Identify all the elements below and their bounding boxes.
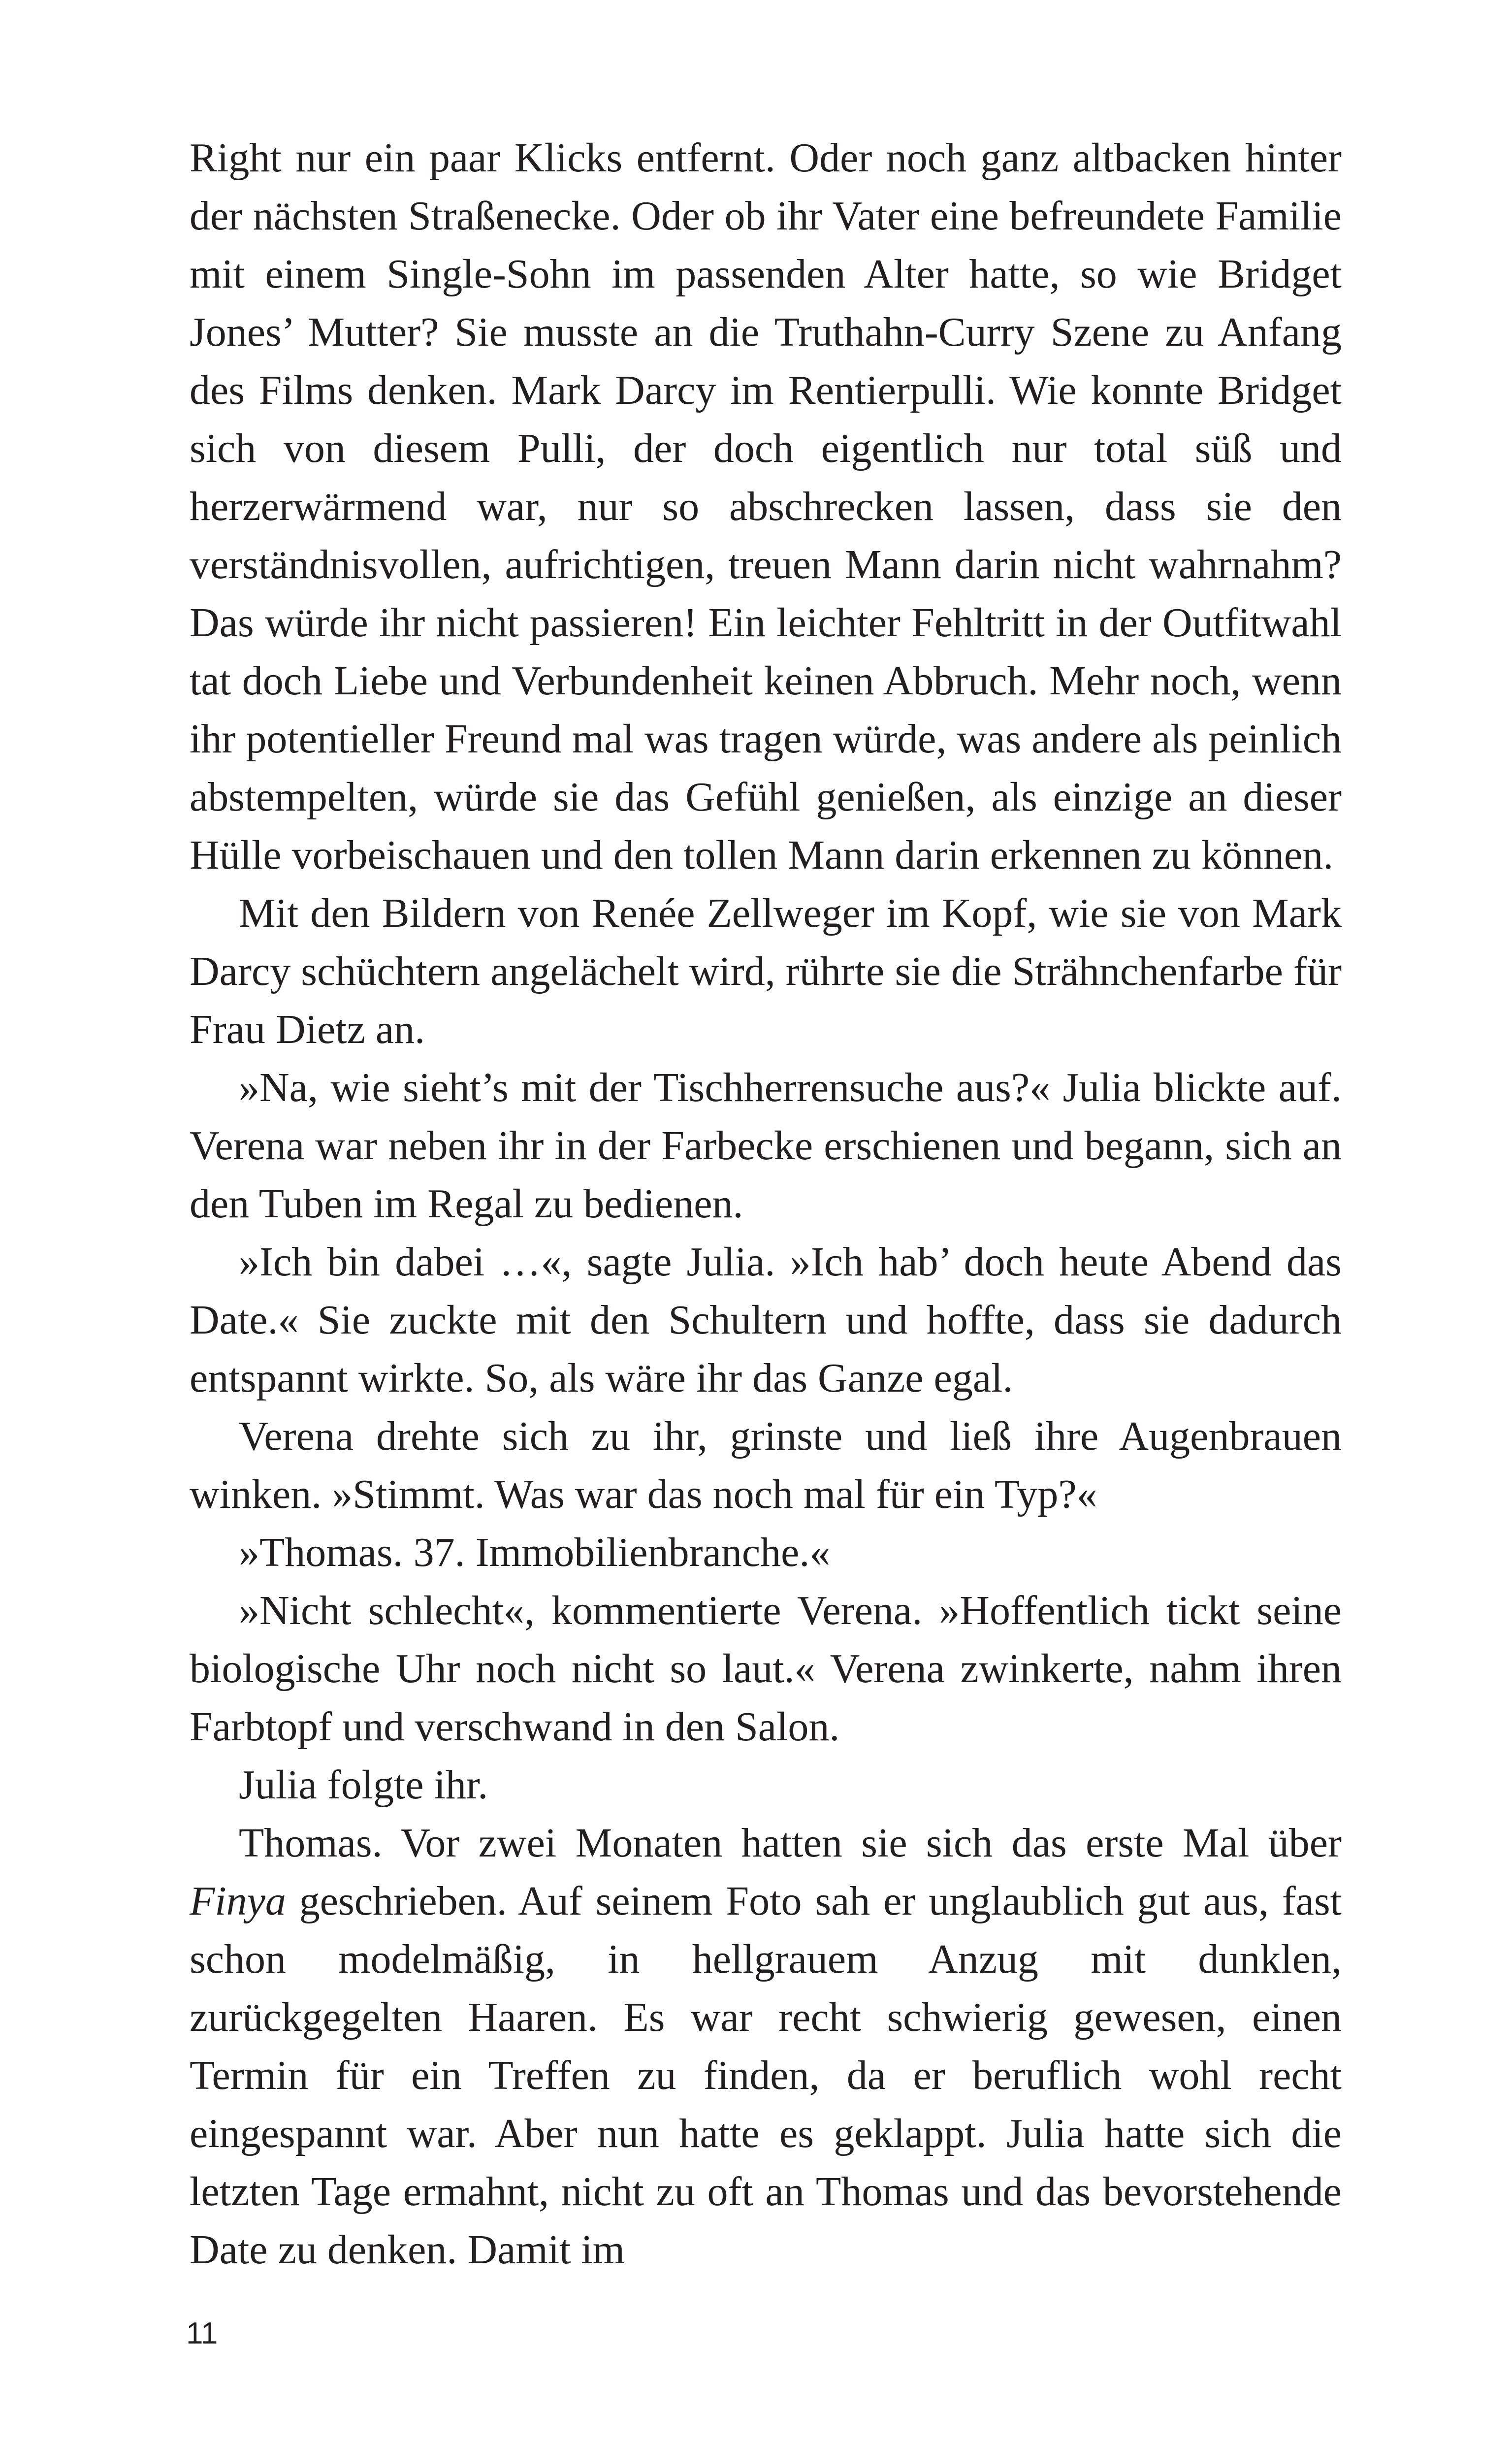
page-number: 11 — [186, 2316, 218, 2350]
paragraph-3: »Na, wie sieht’s mit der Tischherrensuche aus?« Julia blickte auf. Verena war neben ihr in der Farbecke erschienen und begann, sich an den Tuben im Regal zu bedienen. — [190, 1065, 1342, 1227]
paragraph-7: »Nicht schlecht«, kommentierte Verena. »Hoffentlich tickt seine biologische Uhr noch nicht so laut.« Verena zwinkerte, nahm ihren Farbtopf und verschwand in den Salon. — [190, 1588, 1342, 1750]
paragraph-2: Mit den Bildern von Renée Zellweger im Kopf, wie sie von Mark Darcy schüchtern angelächelt wird, rührte sie die Strähnchenfarbe für Frau Dietz an. — [190, 890, 1342, 1052]
paragraph-9-end: geschrieben. Auf seinem Foto sah er unglaublich gut aus, fast schon modelmäßig, in hellgrauem Anzug mit dunklen, zurückgegelten Haaren. Es war recht schwierig gewesen, einen Termin für ein Treffen zu finden, da er beruflich wohl recht eingespannt war. Aber nun hatte es geklappt. Julia hatte sich die letzten Tage ermahnt, nicht zu oft an Thomas und das bevorstehende Date zu denken. Damit im — [190, 1878, 1342, 2273]
paragraph-9-start: Thomas. Vor zwei Monaten hatten sie sich das erste Mal über — [239, 1820, 1342, 1866]
app-name-italic: Finya — [190, 1878, 286, 1924]
body-text — [190, 129, 1342, 2279]
paragraph-4: »Ich bin dabei …«, sagte Julia. »Ich hab’ doch heute Abend das Date.« Sie zuckte mit den Schultern und hoffte, dass sie dadurch entspannt wirkte. So, als wäre ihr das Ganze egal. — [190, 1239, 1342, 1401]
paragraph-9 — [190, 1814, 1342, 2279]
paragraph-5: Verena drehte sich zu ihr, grinste und ließ ihre Augenbrauen winken. »Stimmt. Was war das noch mal für ein Typ?« — [190, 1413, 1342, 1517]
paragraph-8: Julia folgte ihr. — [239, 1762, 488, 1808]
paragraph-6: »Thomas. 37. Immobilienbranche.« — [239, 1530, 831, 1575]
paragraph-1: Right nur ein paar Klicks entfernt. Oder noch ganz altbacken hinter der nächsten Straßenecke. Oder ob ihr Vater eine befreundete Familie mit einem Single-Sohn im passenden Alter hatte, so wie Bridget Jones’ Mutter? Sie musste an die Truthahn-Curry Szene zu Anfang des Films denken. Mark Darcy im Rentierpulli. Wie konnte Bridget sich von diesem Pulli, der doch eigentlich nur total süß und herzerwärmend war, nur so abschrecken lassen, dass sie den verständnisvollen, aufrichtigen, treuen Mann darin nicht wahrnahm? Das würde ihr nicht passieren! Ein leichter Fehltritt in der Outfitwahl tat doch Liebe und Verbundenheit keinen Abbruch. Mehr noch, wenn ihr potentieller Freund mal was tragen würde, was andere als peinlich abstempelten, würde sie das Gefühl genießen, als einzige an dieser Hülle vorbeischauen und den tollen Mann darin erkennen zu können. — [190, 135, 1342, 878]
